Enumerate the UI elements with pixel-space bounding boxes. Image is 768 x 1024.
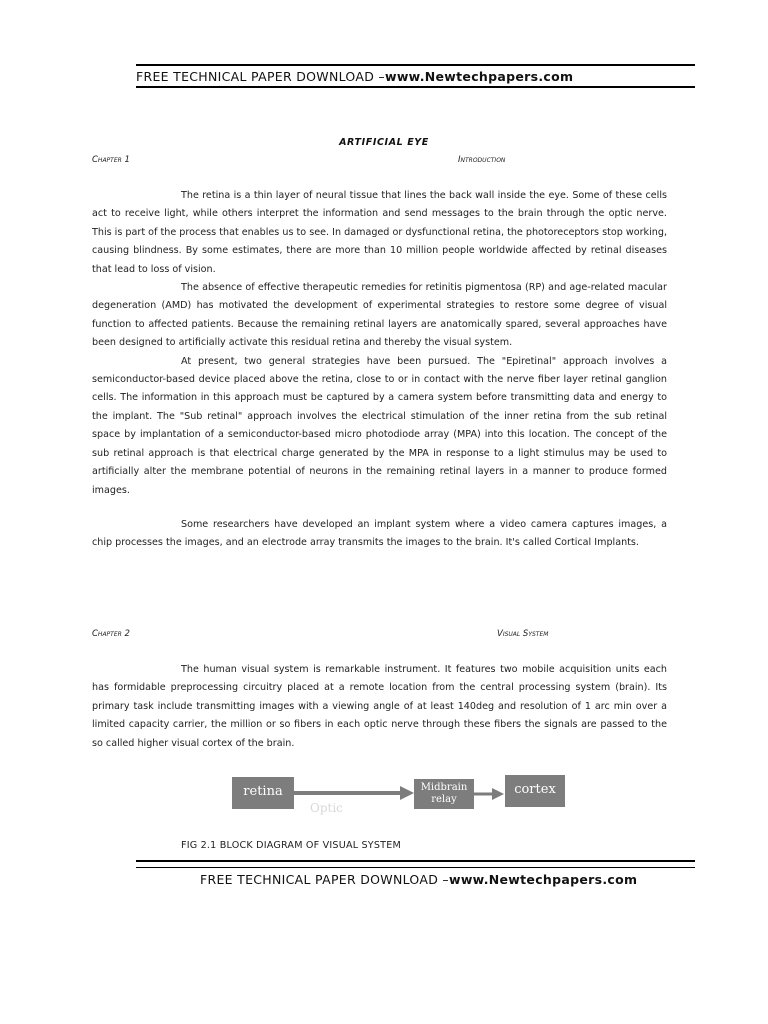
header-rule-bottom [136, 86, 695, 88]
page-header [136, 69, 573, 84]
chapter1-heading: Introduction [458, 155, 506, 165]
diagram-arrow-relay [474, 785, 506, 805]
diagram-box-midbrain-relay [414, 779, 474, 809]
chapter1-extra-body [92, 516, 667, 553]
chapter1-paragraph: The retina is a thin layer of neural tissue that lines the back wall inside the eye. Some of these cells act to receive light, while others interpret the information and send messages to the brain through the optic nerve. This is part of the process that enables us to see. In damaged or dysfunctional retina, the photoreceptors stop working, causing blindness. By some estimates, there are more than 10 million people worldwide affected by retinal diseases that lead to loss of vision. [92, 190, 667, 275]
chapter2-label: Chapter 2 [92, 629, 130, 639]
diagram-midbrain-line2: relay [431, 794, 457, 805]
chapter2-paragraph: The human visual system is remarkable instrument. It features two mobile acquisition units each has formidable preprocessing circuitry placed at a remote location from the central processing system (brain). Its primary task include transmitting images with a viewing angle of at least 140deg and resolution of 1 arc min over a limited capacity carrier, the million or so fibers in each optic nerve through these fibers the signals are passed to the so called higher visual cortex of the brain. [92, 664, 667, 749]
chapter2-heading: Visual System [497, 629, 549, 639]
footer-prefix: FREE TECHNICAL PAPER DOWNLOAD – [200, 872, 449, 887]
footer-rule-bottom [136, 867, 695, 868]
chapter1-extra-paragraph: Some researchers have developed an implant system where a video camera captures images, a chip processes the images, and an electrode array transmits the images to the brain. It's called Cortical Implants. [92, 519, 667, 549]
diagram-optic-label: Optic [310, 801, 343, 815]
header-prefix: FREE TECHNICAL PAPER DOWNLOAD – [136, 69, 385, 84]
chapter1-body [92, 187, 667, 500]
chapter1-label: Chapter 1 [92, 155, 130, 165]
diagram-box-cortex: cortex [505, 775, 565, 807]
header-rule-top [136, 64, 695, 66]
header-site-link[interactable]: www.Newtechpapers.com [384, 69, 574, 84]
diagram-midbrain-line1: Midbrain [420, 782, 468, 793]
diagram-box-retina: retina [232, 777, 294, 809]
footer-rule-top [136, 860, 695, 862]
figure-caption: FIG 2.1 BLOCK DIAGRAM OF VISUAL SYSTEM [181, 840, 401, 851]
chapter1-paragraph: At present, two general strategies have been pursued. The "Epiretinal" approach involves a semiconductor-based device placed above the retina, close to or in contact with the nerve fiber layer retinal ganglion cells. The information in this approach must be captured by a camera system before transmitting data and energy to the implant. The "Sub retinal" approach involves the electrical stimulation of the inner retina from the sub retinal space by implantation of a semiconductor-based micro photodiode array (MPA) into this location. The concept of the sub retinal approach is that electrical charge generated by the MPA in response to a light stimulus may be used to artificially alter the membrane potential of neurons in the remaining retinal layers in a manner to produce formed images. [92, 355, 667, 496]
chapter1-paragraph: The absence of effective therapeutic remedies for retinitis pigmentosa (RP) and age-related macular degeneration (AMD) has motivated the development of experimental strategies to restore some degree of visual function to affected patients. Because the remaining retinal layers are anatomically spared, several approaches have been designed to artificially activate this residual retina and thereby the visual system. [92, 282, 667, 349]
chapter2-body [92, 661, 667, 753]
document-title: ARTIFICIAL EYE [339, 137, 429, 148]
footer-site-link[interactable]: www.Newtechpapers.com [448, 872, 638, 887]
page-footer [200, 872, 637, 887]
